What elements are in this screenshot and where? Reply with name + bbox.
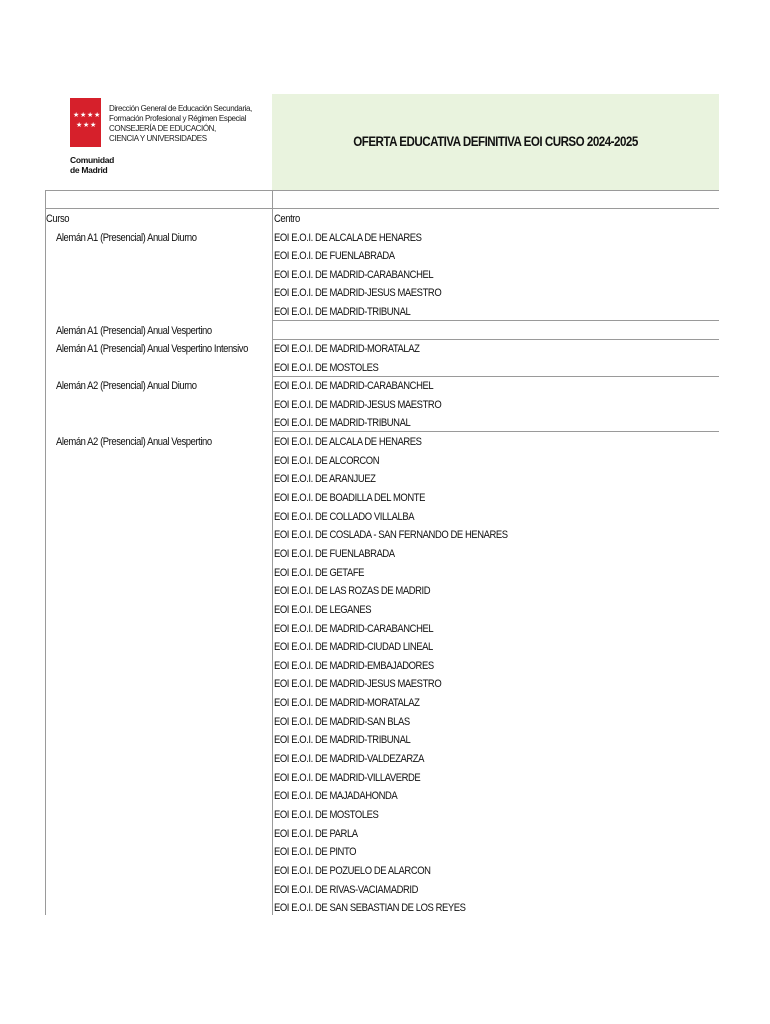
- table-border: [45, 190, 46, 915]
- center-row: EOI E.O.I. DE MADRID-EMBAJADORES: [274, 659, 434, 672]
- course-label: Alemán A1 (Presencial) Anual Vespertino: [56, 325, 212, 337]
- center-row: EOI E.O.I. DE COLLADO VILLALBA: [274, 510, 415, 523]
- org-line: Formación Profesional y Régimen Especial: [109, 114, 246, 123]
- org-line: Dirección General de Educación Secundaria,: [109, 104, 252, 113]
- course-label: Alemán A1 (Presencial) Anual Vespertino Intensivo: [56, 343, 248, 355]
- logo-area: [45, 94, 272, 190]
- center-row: EOI E.O.I. DE FUENLABRADA: [274, 547, 395, 560]
- center-row: EOI E.O.I. DE ALCORCON: [274, 454, 380, 467]
- title-area: [272, 94, 719, 190]
- center-row: EOI E.O.I. DE MADRID-MORATALAZ: [274, 697, 420, 710]
- region-line: Comunidad: [70, 155, 115, 165]
- table-divider: [45, 190, 719, 191]
- organization-name: [109, 104, 252, 144]
- center-row: EOI E.O.I. DE MADRID-JESUS MAESTRO: [274, 287, 442, 299]
- course-label: Alemán A2 (Presencial) Anual Diurno: [56, 380, 197, 392]
- center-row: EOI E.O.I. DE PINTO: [274, 846, 357, 859]
- center-row: EOI E.O.I. DE ARANJUEZ: [274, 473, 376, 486]
- center-row: EOI E.O.I. DE MADRID-TRIBUNAL: [274, 417, 411, 429]
- star-icon: ★: [73, 112, 80, 119]
- center-row: EOI E.O.I. DE MADRID-JESUS MAESTRO: [274, 399, 442, 411]
- org-line: CONSEJERÍA DE EDUCACIÓN,: [109, 124, 216, 133]
- center-row: EOI E.O.I. DE MOSTOLES: [274, 809, 379, 821]
- center-row: EOI E.O.I. DE MAJADAHONDA: [274, 790, 398, 803]
- page-title: OFERTA EDUCATIVA DEFINITIVA EOI CURSO 2024-2025: [353, 134, 638, 149]
- center-row: EOI E.O.I. DE MADRID-SAN BLAS: [274, 715, 410, 728]
- star-icon: ★: [83, 122, 90, 129]
- center-row: EOI E.O.I. DE MADRID-CARABANCHEL: [274, 269, 434, 281]
- center-row: EOI E.O.I. DE LEGANES: [274, 603, 372, 616]
- region-line: de Madrid: [70, 165, 108, 175]
- star-icon: ★: [94, 112, 101, 119]
- center-row: EOI E.O.I. DE MADRID-TRIBUNAL: [274, 306, 411, 318]
- table-border: [272, 190, 273, 915]
- center-row: EOI E.O.I. DE COSLADA - SAN FERNANDO DE HENARES: [274, 529, 508, 542]
- org-line: CIENCIA Y UNIVERSIDADES: [109, 134, 207, 143]
- center-row: EOI E.O.I. DE BOADILLA DEL MONTE: [274, 491, 425, 504]
- center-row: EOI E.O.I. DE LAS ROZAS DE MADRID: [274, 585, 431, 598]
- course-label: Alemán A2 (Presencial) Anual Vespertino: [56, 436, 212, 448]
- center-row: EOI E.O.I. DE PARLA: [274, 827, 358, 840]
- center-row: EOI E.O.I. DE MOSTOLES: [274, 362, 379, 374]
- center-row: EOI E.O.I. DE MADRID-VALDEZARZA: [274, 753, 424, 766]
- star-icon: ★: [80, 112, 87, 119]
- center-row: EOI E.O.I. DE MADRID-MORATALAZ: [274, 343, 420, 355]
- column-header-centro: Centro: [274, 213, 300, 225]
- star-icon: ★: [76, 122, 83, 129]
- center-row: EOI E.O.I. DE ALCALA DE HENARES: [274, 436, 422, 448]
- center-row: EOI E.O.I. DE MADRID-TRIBUNAL: [274, 734, 411, 747]
- center-row: EOI E.O.I. DE MADRID-CARABANCHEL: [274, 380, 434, 392]
- center-row: EOI E.O.I. DE POZUELO DE ALARCON: [274, 864, 431, 877]
- center-row: EOI E.O.I. DE FUENLABRADA: [274, 250, 395, 262]
- center-row: EOI E.O.I. DE MADRID-CIUDAD LINEAL: [274, 641, 433, 654]
- center-row: EOI E.O.I. DE SAN SEBASTIAN DE LOS REYES: [274, 902, 466, 915]
- comunidad-madrid-flag: [70, 98, 101, 147]
- star-icon: ★: [90, 122, 97, 129]
- center-row: EOI E.O.I. DE MADRID-VILLAVERDE: [274, 771, 421, 784]
- star-icon: ★: [87, 112, 94, 119]
- center-row: EOI E.O.I. DE ALCALA DE HENARES: [274, 232, 422, 244]
- table-divider: [45, 208, 719, 209]
- center-row: EOI E.O.I. DE RIVAS-VACIAMADRID: [274, 883, 419, 896]
- center-row: EOI E.O.I. DE GETAFE: [274, 566, 365, 579]
- column-header-curso: Curso: [46, 213, 70, 225]
- document-header: [45, 94, 719, 190]
- course-label: Alemán A1 (Presencial) Anual Diurno: [56, 232, 197, 244]
- center-row: EOI E.O.I. DE MADRID-CARABANCHEL: [274, 622, 434, 635]
- center-row: EOI E.O.I. DE MADRID-JESUS MAESTRO: [274, 678, 442, 691]
- region-name: [70, 155, 114, 175]
